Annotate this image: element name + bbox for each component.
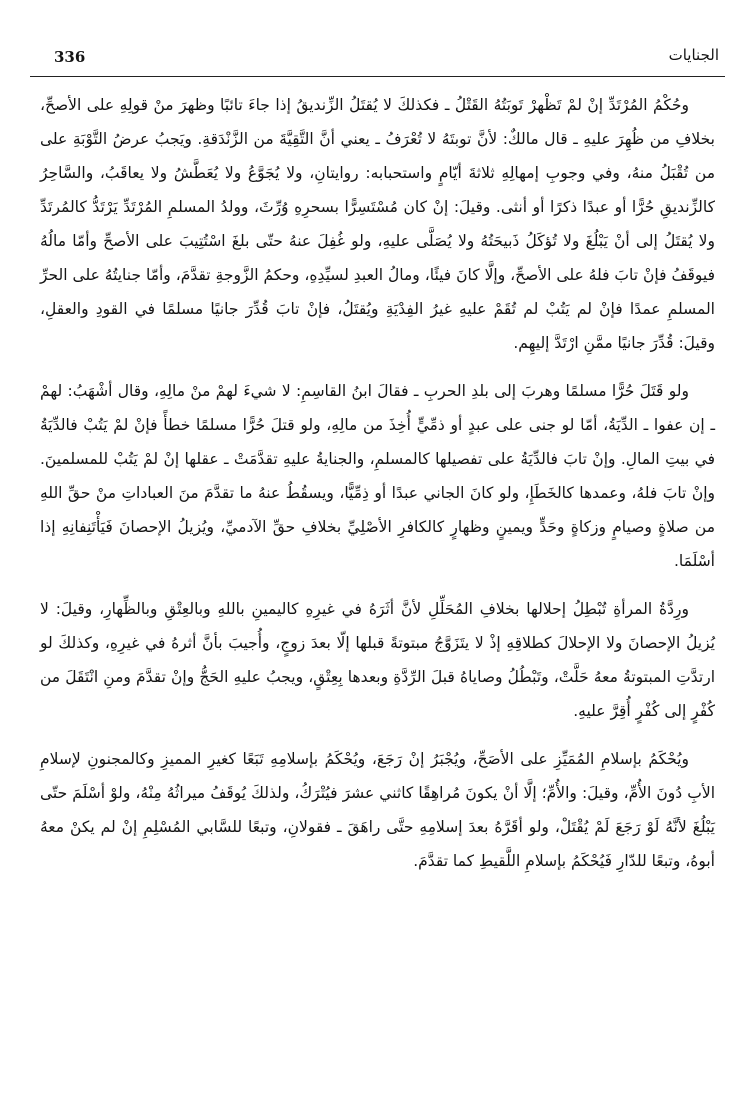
header-divider <box>30 76 725 77</box>
page-number: 336 <box>54 48 86 66</box>
paragraph-child-islam: ويُحْكَمُ بإسلامِ المُمَيِّزِ على الأصَحِّ، ويُجْبَرُ إنْ رَجَعَ، ويُحْكَمُ بإسلامِهِ تَبَعًا كغيرِ المميزِ وكالمجنونِ لإسلامِ الأبِ دُونَ الأُمِّ، وقيلَ: والأُمِّ؛ إلَّا أنْ يكونَ مُراهِقًا كاثني عشرَ فيُتْرَكُ، ولذلكَ يُوقَفُ ميراثُهُ مِنْهُ، ولوْ أسْلَمَ حتّى يَبْلُغَ لأنَّهُ لَوْ رَجَعَ لَمْ يُقْتَلْ، ولو أقَرَّهُ بعدَ إسلامِهِ حتَّى راهَقَ ـ فقولانِ، وتبعًا للسَّابي المُسْلِمِ إنْ لم يكنْ معهُ أبوهُ، وتبعًا للدّارِ فَيُحْكَمُ بإسلامِ اللَّقيطِ كما تقدَّمَ. <box>40 750 715 870</box>
chapter-title: الجنايات <box>668 46 719 64</box>
body-text <box>40 88 715 892</box>
running-header <box>30 44 725 74</box>
paragraph-woman-apostasy: ورِدَّةُ المرأةِ تُبْطِلُ إحلالها بخلافِ المُحَلِّلِ لأنَّ أثَرَهُ في غيرِهِ كاليمينِ باللهِ وبالعِتْقِ وبالظِّهارِ، وقيلَ: لا يُزيلُ الإحصانَ ولا الإحلالَ كطلاقِهِ إذْ لا يتَزَوَّجُ مبتوتةً قبلها إلّا بعدَ زوجٍ، وأُجيبَ بأنَّ أثرهُ في غيرِهِ، وكذلكَ لو ارتدَّتِ المبتوتةُ معهُ حَلَّتْ، وتَبْطُلُ وصاياهُ قبلَ الرِّدَّةِ وبعدها بِعِتْقٍ، ويجبُ عليهِ الحَجُّ وإنْ تقدَّمَ ومنِ انْتَقَلَ من كُفْرٍ إلى كُفْرٍ أُقِرَّ عليهِ. <box>40 600 715 720</box>
paragraph-killing-free-muslim: ولو قَتَلَ حُرًّا مسلمًا وهربَ إلى بلدِ الحربِ ـ فقالَ ابنُ القاسِمِ: لا شيءَ لهمْ منْ مالِهِ، وقال أشْهَبُ: لهمْ ـ إن عفوا ـ الدِّيَةُ، أمّا لو جنى على عبدٍ أو ذمِّيٍّ أُخِذَ من مالِهِ، ولو قتلَ حُرًّا مسلمًا خطأً فإنْ لمْ يَتُبْ فالدِّيَةُ في بيتِ المالِ. وإنْ تابَ فالدِّيَةُ على تفصيلها كالمسلمِ، والجنايةُ عليهِ تقدَّمَتْ ـ عقلها إنْ لمْ يَتُبْ للمسلمينَ. وإنْ تابَ فلهُ، وعمدها كالخَطَإِ، ولو كانَ الجاني عبدًا أو ذِمِّيًّا، ويسقُطُ عنهُ ما تقدَّمَ منَ العباداتِ منْ حقِّ اللهِ من صلاةٍ وصيامٍ وزكاةٍ وحَدٍّ ويمينٍ وظهارٍ كالكافرِ الأصْلِيِّ بخلافِ حقِّ الآدميِّ، ويُزيلُ الإحصانَ فَيَأْتَنِفانِهِ إذا أسْلَمَا. <box>40 382 715 570</box>
paragraph-apostate-ruling: وحُكْمُ المُرْتَدِّ إنْ لمْ تَظْهرْ تَوبَتُهُ القَتْلُ ـ فكذلكَ لا يُقتَلُ الزِّنديقُ إذا جاءَ تائبًا وظهرَ منْ قولِهِ على الأصحِّ، بخلافِ من ظُهِرَ عليهِ ـ قال مالكٌ: لأنَّ توبتَهُ لا تُعْرَفُ ـ يعني أنَّ التَّقِيَّةَ من الزَّنْدَقةِ. ويَجبُ عرضُ التَّوْبَةِ على من تُقْبَلُ منهُ، وفي وجوبِ إمهالِهِ ثلاثةَ أيّامٍ واستحبابه: روايتانِ، ولا يُجَوَّعُ ولا يُعَطَّشُ ولا يعاقَبُ، والسَّاحِرُ كالزِّنديقِ حُرًّا أو عبدًا ذكرًا أو أنثى. وقيلَ: إنْ كان مُسْتَسِرًّا بسحرِهِ وُرِّثَ، وولدُ المسلمِ المُرْتَدِّ يَرْتَدُّ كالمُرتَدِّ ولا يُقتَلُ إلى أنْ يَبْلُغَ ولا تُؤكَلُ ذَبيحَتُهُ ولا يُصَلَّى عليهِ، ولو غُفِلَ عنهُ حتّى بلغَ اسْتُتِيبَ على الأصحِّ وأمّا مالُهُ فيوقَفُ فإنْ تابَ فلهُ على الأصحِّ، وإلَّا كانَ فيئًا، ومالُ العبدِ لسيِّدِهِ، وحكمُ الزَّوجةِ تقدَّمَ، وأمّا جنايتُهُ على الحرِّ المسلمِ عمدًا فإنْ لم يَتُبْ لم تُقَمْ عليهِ غيرُ الفِدْيَةِ ويُقتَلُ، فإنْ تابَ قُدِّرَ جانيًا مسلمًا في القودِ والعقلِ، وقيلَ: قُدِّرَ جانيًا ممَّنِ ارْتَدَّ إليهِم. <box>40 96 715 352</box>
